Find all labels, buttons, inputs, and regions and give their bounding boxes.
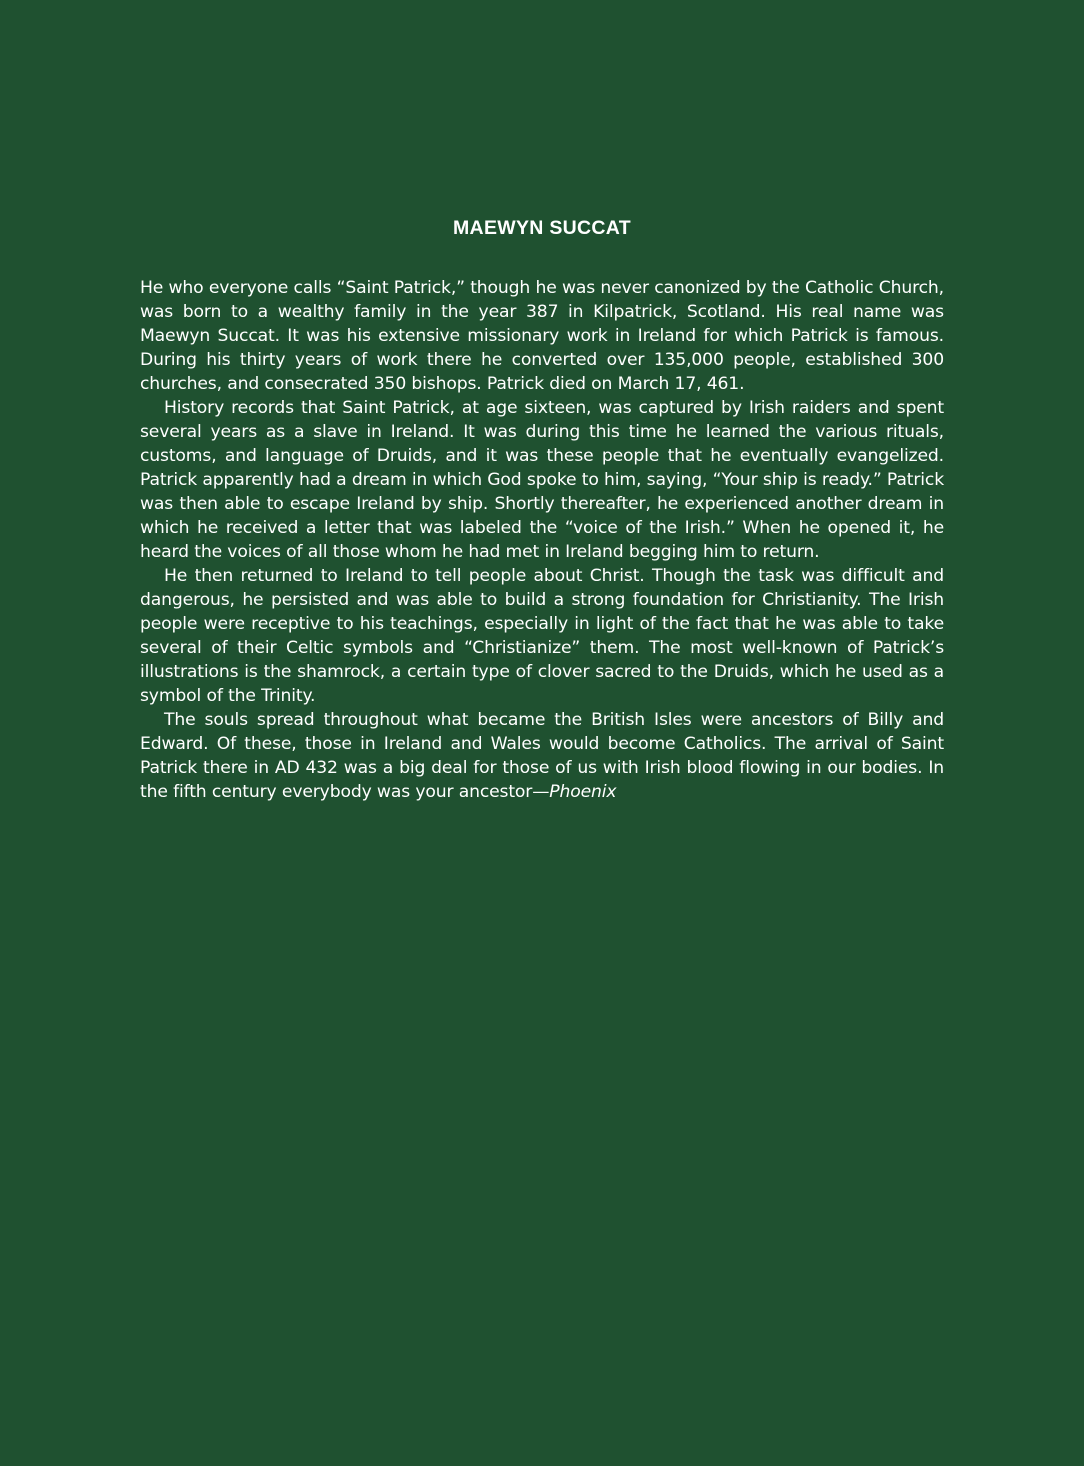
page-title: MAEWYN SUCCAT: [453, 217, 631, 239]
body-text: [140, 276, 944, 804]
paragraph-2: History records that Saint Patrick, at age sixteen, was captured by Irish raiders and spent several years as a slave in Ireland. It was during this time he learned the various rituals, customs, and language of Druids, and it was these people that he eventually evangelized. Patrick apparently had a dream in which God spoke to him, saying, “Your ship is ready.” Patrick was then able to escape Ireland by ship. Shortly thereafter, he experienced another dream in which he received a letter that was labeled the “voice of the Irish.” When he opened it, he heard the voices of all those whom he had met in Ireland begging him to return.: [140, 398, 944, 562]
paragraph-1: He who everyone calls “Saint Patrick,” though he was never canonized by the Catholic Church, was born to a wealthy family in the year 387 in Kilpatrick, Scotland. His real name was Maewyn Succat. It was his extensive missionary work in Ireland for which Patrick is famous. During his thirty years of work there he converted over 135,000 people, established 300 churches, and consecrated 350 bishops. Patrick died on March 17, 461.: [140, 278, 944, 394]
paragraph-3: He then returned to Ireland to tell people about Christ. Though the task was difficult and dangerous, he persisted and was able to build a strong foundation for Christianity. The Irish people were receptive to his teachings, especially in light of the fact that he was able to take several of their Celtic symbols and “Christianize” them. The most well-known of Patrick’s illustrations is the shamrock, a certain type of clover sacred to the Druids, which he used as a symbol of the Trinity.: [140, 566, 944, 706]
paragraph-4-text: The souls spread throughout what became the British Isles were ancestors of Billy and Edward. Of these, those in Ireland and Wales would become Catholics. The arrival of Saint Patrick there in AD 432 was a big deal for those of us with Irish blood flowing in our bodies. In the fifth century everybody was your ancestor—: [140, 710, 944, 802]
author-signature: Phoenix: [549, 782, 617, 802]
paragraph-4: [140, 708, 944, 804]
